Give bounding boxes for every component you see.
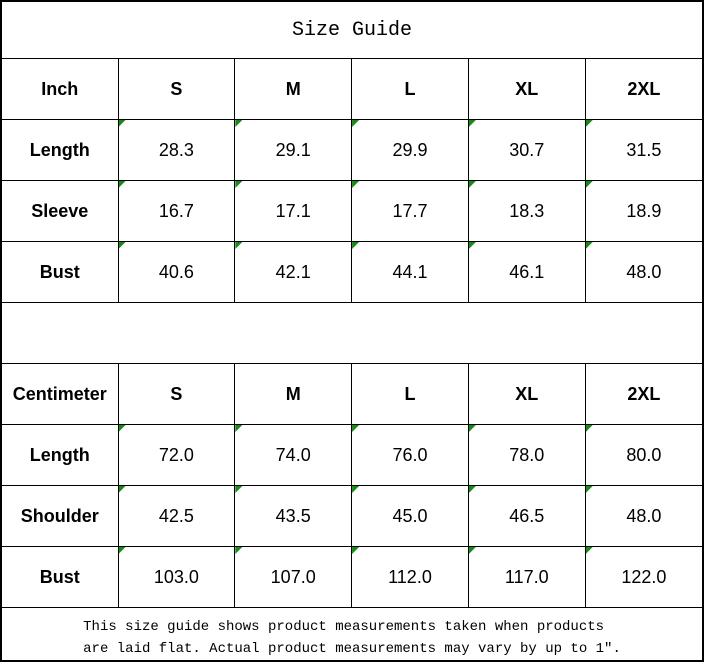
measurement-cell — [118, 120, 235, 181]
cell-corner-marker-icon — [586, 120, 593, 127]
measurement-cell — [468, 120, 585, 181]
cell-corner-marker-icon — [469, 547, 476, 554]
cell-value: 46.1 — [509, 262, 544, 282]
cell-corner-marker-icon — [352, 425, 359, 432]
cell-value: 28.3 — [159, 140, 194, 160]
size-header-l: L — [352, 59, 469, 120]
cell-corner-marker-icon — [469, 486, 476, 493]
spacer-row — [2, 303, 702, 364]
size-header-xl: XL — [468, 59, 585, 120]
cell-corner-marker-icon — [352, 486, 359, 493]
cell-corner-marker-icon — [586, 425, 593, 432]
row-label: Shoulder — [2, 486, 118, 547]
measurement-cell — [235, 181, 352, 242]
cell-value: 16.7 — [159, 201, 194, 221]
measurement-cell — [585, 547, 702, 608]
measurement-cell — [585, 242, 702, 303]
cell-corner-marker-icon — [119, 242, 126, 249]
cell-corner-marker-icon — [119, 547, 126, 554]
cell-value: 78.0 — [509, 445, 544, 465]
cell-corner-marker-icon — [119, 181, 126, 188]
footer-note-line1: This size guide shows product measurements taken when products — [83, 617, 621, 639]
page-title: Size Guide — [2, 2, 702, 59]
measurement-cell — [468, 425, 585, 486]
measurement-cell — [468, 547, 585, 608]
measurement-cell — [235, 120, 352, 181]
measurement-cell — [235, 547, 352, 608]
cm-bust-row — [2, 547, 702, 608]
inch-length-row — [2, 120, 702, 181]
measurement-cell — [352, 120, 469, 181]
size-header-2xl: 2XL — [585, 59, 702, 120]
cell-corner-marker-icon — [469, 120, 476, 127]
row-label: Bust — [2, 242, 118, 303]
title-row — [2, 2, 702, 59]
measurement-cell — [585, 425, 702, 486]
cell-value: 18.3 — [509, 201, 544, 221]
footer-row — [2, 608, 702, 669]
measurement-cell — [118, 425, 235, 486]
measurement-cell — [585, 486, 702, 547]
cell-corner-marker-icon — [119, 486, 126, 493]
cell-value: 29.1 — [276, 140, 311, 160]
measurement-cell — [352, 547, 469, 608]
measurement-cell — [118, 547, 235, 608]
measurement-cell — [235, 425, 352, 486]
size-guide-table — [2, 2, 702, 669]
cell-corner-marker-icon — [235, 486, 242, 493]
cell-corner-marker-icon — [119, 120, 126, 127]
measurement-cell — [585, 120, 702, 181]
cell-corner-marker-icon — [235, 547, 242, 554]
inch-header-row — [2, 59, 702, 120]
footer-note — [2, 608, 702, 669]
cell-corner-marker-icon — [352, 242, 359, 249]
spacer-cell — [2, 303, 702, 364]
row-label: Length — [2, 425, 118, 486]
cell-corner-marker-icon — [235, 120, 242, 127]
cell-value: 117.0 — [505, 567, 549, 587]
cell-value: 103.0 — [154, 567, 199, 587]
cell-value: 45.0 — [392, 506, 427, 526]
measurement-cell — [468, 181, 585, 242]
measurement-cell — [118, 181, 235, 242]
cell-corner-marker-icon — [235, 242, 242, 249]
row-label: Length — [2, 120, 118, 181]
unit-header-centimeter: Centimeter — [2, 364, 118, 425]
row-label: Bust — [2, 547, 118, 608]
measurement-cell — [352, 425, 469, 486]
cell-value: 31.5 — [626, 140, 661, 160]
cell-corner-marker-icon — [469, 425, 476, 432]
cell-value: 48.0 — [626, 262, 661, 282]
cell-corner-marker-icon — [352, 547, 359, 554]
measurement-cell — [118, 242, 235, 303]
cm-shoulder-row — [2, 486, 702, 547]
cell-value: 74.0 — [276, 445, 311, 465]
cell-corner-marker-icon — [235, 181, 242, 188]
cell-corner-marker-icon — [119, 425, 126, 432]
cell-value: 44.1 — [392, 262, 427, 282]
measurement-cell — [235, 242, 352, 303]
cell-corner-marker-icon — [586, 242, 593, 249]
cell-value: 42.5 — [159, 506, 194, 526]
cell-value: 48.0 — [626, 506, 661, 526]
inch-sleeve-row — [2, 181, 702, 242]
cell-corner-marker-icon — [352, 120, 359, 127]
cell-value: 46.5 — [509, 506, 544, 526]
measurement-cell — [468, 486, 585, 547]
cm-length-row — [2, 425, 702, 486]
cell-value: 107.0 — [271, 567, 316, 587]
cell-value: 17.7 — [392, 201, 427, 221]
footer-note-text — [83, 617, 621, 660]
unit-header-inch: Inch — [2, 59, 118, 120]
cell-corner-marker-icon — [586, 547, 593, 554]
cell-corner-marker-icon — [469, 181, 476, 188]
cell-value: 42.1 — [276, 262, 311, 282]
cell-value: 112.0 — [388, 567, 432, 587]
measurement-cell — [118, 486, 235, 547]
size-header-l: L — [352, 364, 469, 425]
inch-bust-row — [2, 242, 702, 303]
size-header-m: M — [235, 364, 352, 425]
measurement-cell — [468, 242, 585, 303]
cell-value: 29.9 — [392, 140, 427, 160]
size-header-xl: XL — [468, 364, 585, 425]
cell-corner-marker-icon — [352, 181, 359, 188]
centimeter-header-row — [2, 364, 702, 425]
size-header-s: S — [118, 364, 235, 425]
measurement-cell — [352, 242, 469, 303]
cell-value: 43.5 — [276, 506, 311, 526]
size-header-m: M — [235, 59, 352, 120]
row-label: Sleeve — [2, 181, 118, 242]
cell-corner-marker-icon — [469, 242, 476, 249]
size-header-2xl: 2XL — [585, 364, 702, 425]
measurement-cell — [585, 181, 702, 242]
cell-corner-marker-icon — [586, 181, 593, 188]
cell-corner-marker-icon — [586, 486, 593, 493]
cell-corner-marker-icon — [235, 425, 242, 432]
cell-value: 18.9 — [626, 201, 661, 221]
size-header-s: S — [118, 59, 235, 120]
cell-value: 122.0 — [621, 567, 666, 587]
cell-value: 76.0 — [392, 445, 427, 465]
measurement-cell — [352, 181, 469, 242]
cell-value: 30.7 — [509, 140, 544, 160]
measurement-cell — [352, 486, 469, 547]
cell-value: 80.0 — [626, 445, 661, 465]
footer-note-line2: are laid flat. Actual product measurements may vary by up to 1″. — [83, 639, 621, 661]
cell-value: 40.6 — [159, 262, 194, 282]
cell-value: 17.1 — [276, 201, 311, 221]
measurement-cell — [235, 486, 352, 547]
cell-value: 72.0 — [159, 445, 194, 465]
